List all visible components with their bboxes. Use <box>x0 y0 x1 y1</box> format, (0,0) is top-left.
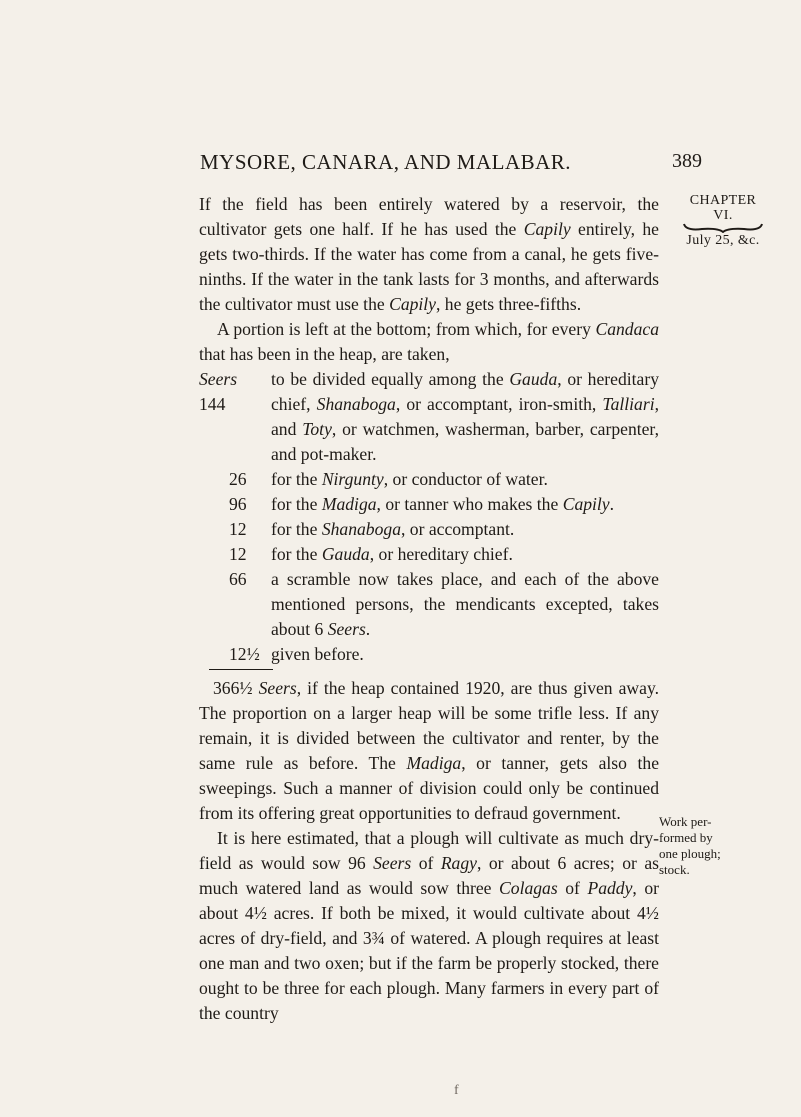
item-number: 26 <box>229 469 247 489</box>
margin-note <box>659 814 779 878</box>
list-item: 26 for the Nirgunty, or conductor of water. <box>199 467 659 492</box>
page-number: 389 <box>672 150 702 172</box>
item-number: 96 <box>229 494 247 514</box>
paragraph: If the field has been entirely watered by a reservoir, the cultivator gets one half. If he has used the Capily entirely, he gets two-thirds. If the water has come from a canal, he gets five-ninths. If the water in the tank lasts for 3 months, and afterwards the cultivator must use the Capily, he gets three-fifths. <box>199 194 659 314</box>
paragraph: It is here estimated, that a plough will cultivate as much dry-field as would sow 96 Seers of Ragy, or about 6 acres; or as much watered land as would sow three Colagas of Paddy, or about 4½ acres. If both be mixed, it would cultivate about 4½ acres of dry-field, and 3¾ of watered. A plough requires at least one man and two oxen; but if the farm be properly stocked, there ought to be three for each plough. Many farmers in every part of the country <box>199 828 660 1023</box>
margin-note-line: stock. <box>659 862 690 877</box>
sum-rule <box>209 669 273 670</box>
running-head: MYSORE, CANARA, AND MALABAR. <box>200 150 572 174</box>
paragraph: A portion is left at the bottom; from which, for every Candaca that has been in the heap, are taken, <box>199 319 659 364</box>
item-number: 12½ <box>229 644 260 664</box>
chapter-number: VI. <box>713 208 733 223</box>
date-note: July 25, &c. <box>686 233 760 248</box>
list-item: 12 for the Shanaboga, or accomptant. <box>199 517 659 542</box>
paragraph: 366½ Seers, if the heap contained 1920, are thus given away. The proportion on a larger heap will be some trifle less. If any remain, it is divided between the cultivator and renter, by the same rule as before. The Madiga, or tanner, gets also the sweepings. Such a manner of division could only be continued from its offering great opportunities to defraud government. <box>199 678 659 823</box>
list-item: Seers 144 to be divided equally among the Gauda, or hereditary chief, Shanaboga, or accomptant, iron-smith, Talliari, and Toty, or watchmen, washerman, barber, carpenter, and pot-maker. <box>199 369 659 464</box>
brace-ornament <box>682 223 764 233</box>
list-item: 12½ given before. <box>199 642 659 667</box>
list-item: 96 for the Madiga, or tanner who makes the Capily. <box>199 492 659 517</box>
distribution-list <box>199 367 659 670</box>
body-text <box>199 192 659 1026</box>
chapter-label: CHAPTER <box>689 193 757 208</box>
margin-note-line: one plough; <box>659 846 721 861</box>
chapter-sidenote <box>660 193 786 248</box>
item-number: Seers 144 <box>199 369 238 414</box>
list-item: 12 for the Gauda, or hereditary chief. <box>199 542 659 567</box>
list-item: 66 a scramble now takes place, and each of the above mentioned persons, the mendicants excepted, takes about 6 Seers. <box>229 569 659 639</box>
item-number: 12 <box>229 519 247 539</box>
item-number: 66 <box>229 569 247 589</box>
margin-note-line: formed by <box>659 830 713 845</box>
stray-mark: f <box>454 1083 459 1098</box>
item-number: 12 <box>229 544 247 564</box>
margin-note-line: Work per- <box>659 814 712 829</box>
